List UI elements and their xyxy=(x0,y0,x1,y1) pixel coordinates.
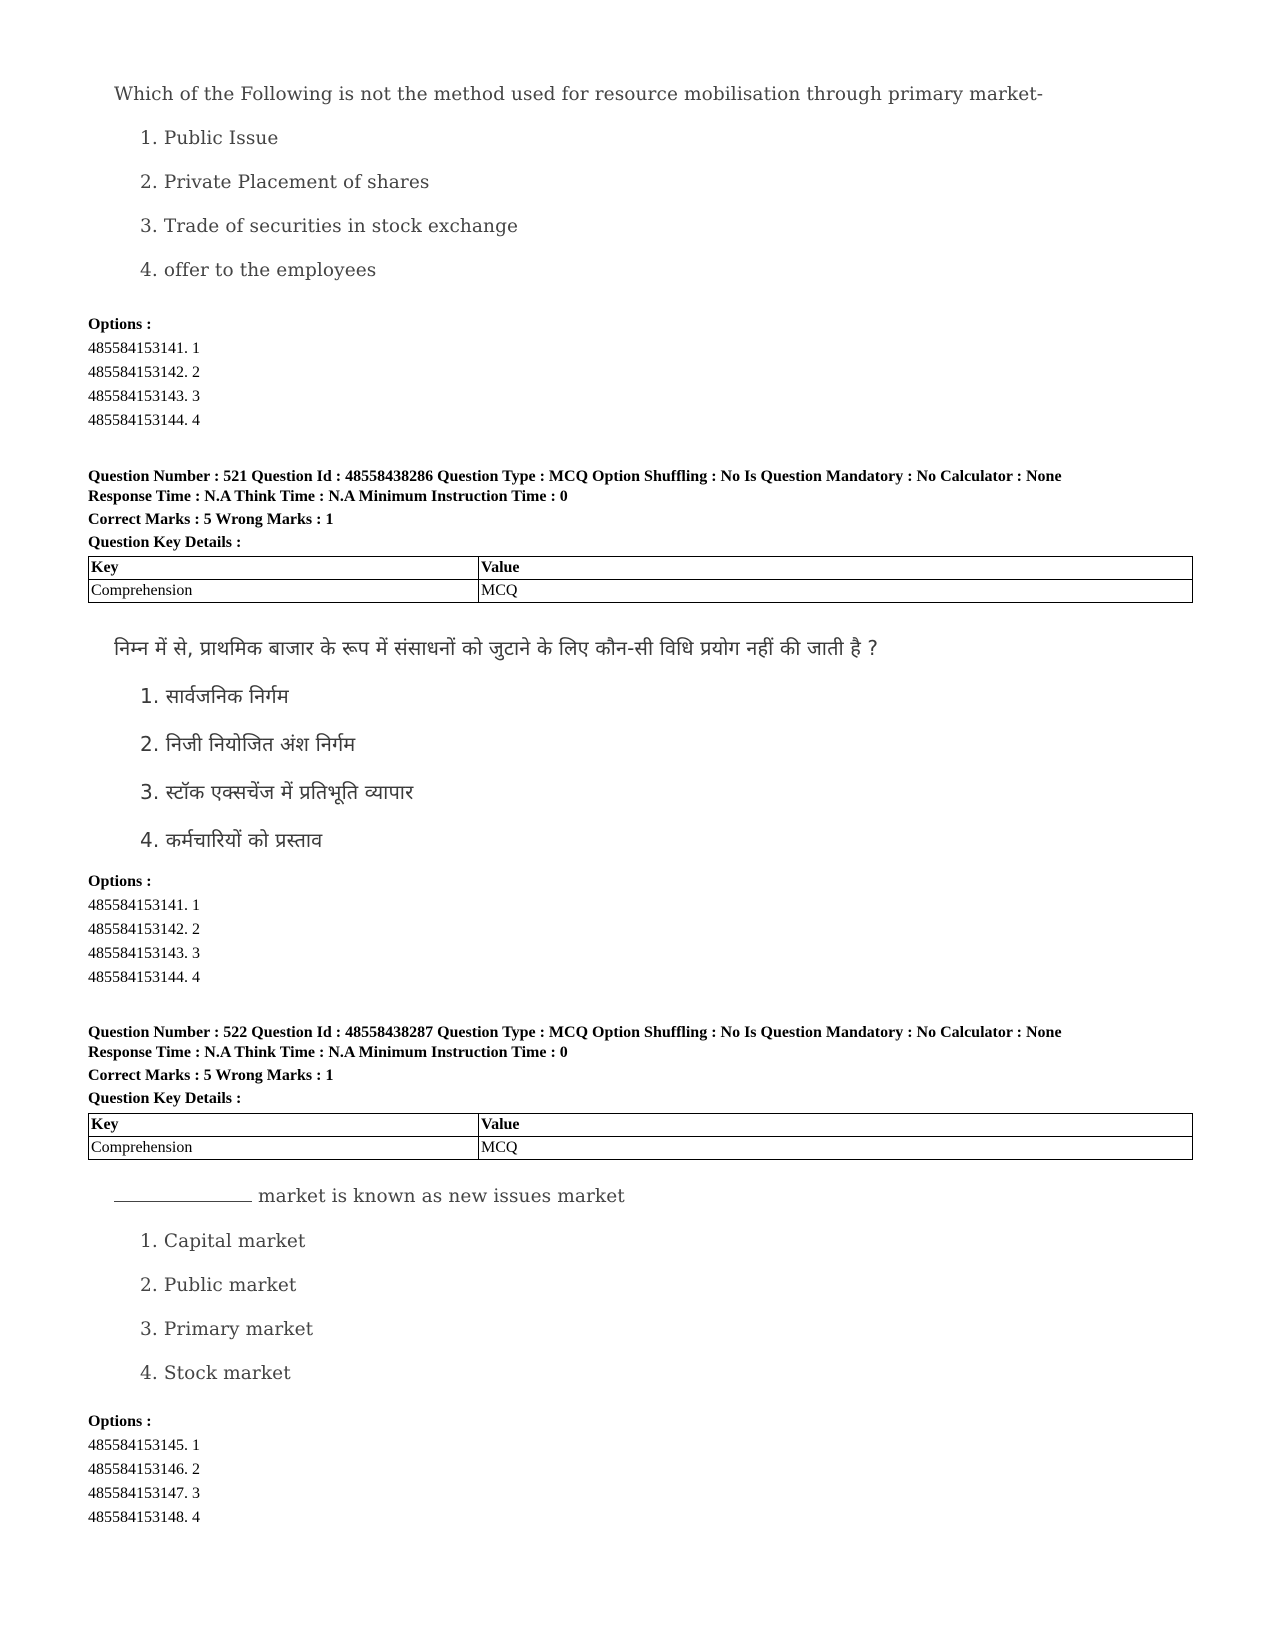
question-meta-line1: Question Number : 522 Question Id : 48558438287 Question Type : MCQ Option Shuffling : No Is Question Mandatory : No Calculator : None xyxy=(88,1024,1062,1041)
table-header-row xyxy=(89,1114,1193,1137)
question-meta-line2: Response Time : N.A Think Time : N.A Minimum Instruction Time : 0 xyxy=(88,488,568,505)
marks-line: Correct Marks : 5 Wrong Marks : 1 xyxy=(88,511,334,528)
question-text: Which of the Following is not the method used for resource mobilisation through primary market- xyxy=(114,84,1044,105)
option-row: 485584153146. 2 xyxy=(88,1461,200,1478)
cell-value: MCQ xyxy=(479,1137,1193,1160)
choice-4: 4. कर्मचारियों को प्रस्ताव xyxy=(140,828,323,852)
table-row xyxy=(89,1137,1193,1160)
choice-4: 4. Stock market xyxy=(140,1363,291,1384)
option-row: 485584153144. 4 xyxy=(88,412,200,429)
key-details-table xyxy=(88,556,1193,603)
option-row: 485584153142. 2 xyxy=(88,921,200,938)
question-meta-line1: Question Number : 521 Question Id : 48558438286 Question Type : MCQ Option Shuffling : No Is Question Mandatory : No Calculator : None xyxy=(88,468,1062,485)
options-list xyxy=(88,894,200,990)
header-key: Key xyxy=(89,1114,479,1137)
options-label: Options : xyxy=(88,873,152,890)
choice-1: 1. सार्वजनिक निर्गम xyxy=(140,684,289,708)
question-text: निम्न में से, प्राथमिक बाजार के रूप में संसाधनों को जुटाने के लिए कौन-सी विधि प्रयोग नहीं की जाती है ? xyxy=(114,636,879,660)
option-row: 485584153148. 4 xyxy=(88,1509,200,1526)
choice-3: 3. स्टॉक एक्सचेंज में प्रतिभूति व्यापार xyxy=(140,780,414,804)
choice-2: 2. Public market xyxy=(140,1275,297,1296)
choice-2: 2. निजी नियोजित अंश निर्गम xyxy=(140,732,356,756)
header-value: Value xyxy=(479,1114,1193,1137)
option-row: 485584153143. 3 xyxy=(88,388,200,405)
table-header-row xyxy=(89,557,1193,580)
options-list xyxy=(88,1434,200,1530)
question-meta-line2: Response Time : N.A Think Time : N.A Minimum Instruction Time : 0 xyxy=(88,1044,568,1061)
key-details-label: Question Key Details : xyxy=(88,1090,242,1107)
header-key: Key xyxy=(89,557,479,580)
cell-value: MCQ xyxy=(479,580,1193,603)
option-row: 485584153143. 3 xyxy=(88,945,200,962)
option-row: 485584153145. 1 xyxy=(88,1437,200,1454)
choice-3: 3. Primary market xyxy=(140,1319,314,1340)
marks-line: Correct Marks : 5 Wrong Marks : 1 xyxy=(88,1067,334,1084)
question-image-520 xyxy=(0,0,1275,300)
option-row: 485584153141. 1 xyxy=(88,897,200,914)
header-value: Value xyxy=(479,557,1193,580)
blank-line xyxy=(114,1187,252,1202)
options-label: Options : xyxy=(88,1413,152,1430)
choice-2: 2. Private Placement of shares xyxy=(140,172,430,193)
options-list xyxy=(88,337,200,433)
choice-4: 4. offer to the employees xyxy=(140,260,377,281)
choice-1: 1. Capital market xyxy=(140,1231,306,1252)
option-row: 485584153147. 3 xyxy=(88,1485,200,1502)
question-image-521 xyxy=(0,600,1275,860)
key-details-label: Question Key Details : xyxy=(88,534,242,551)
question-text-content: market is known as new issues market xyxy=(258,1186,625,1207)
choice-1: 1. Public Issue xyxy=(140,128,279,149)
question-text xyxy=(114,1186,625,1207)
option-row: 485584153144. 4 xyxy=(88,969,200,986)
option-row: 485584153141. 1 xyxy=(88,340,200,357)
choice-3: 3. Trade of securities in stock exchange xyxy=(140,216,519,237)
option-row: 485584153142. 2 xyxy=(88,364,200,381)
key-details-table xyxy=(88,1113,1193,1160)
question-image-522 xyxy=(0,1170,1275,1400)
options-label: Options : xyxy=(88,316,152,333)
cell-key: Comprehension xyxy=(89,1137,479,1160)
cell-key: Comprehension xyxy=(89,580,479,603)
